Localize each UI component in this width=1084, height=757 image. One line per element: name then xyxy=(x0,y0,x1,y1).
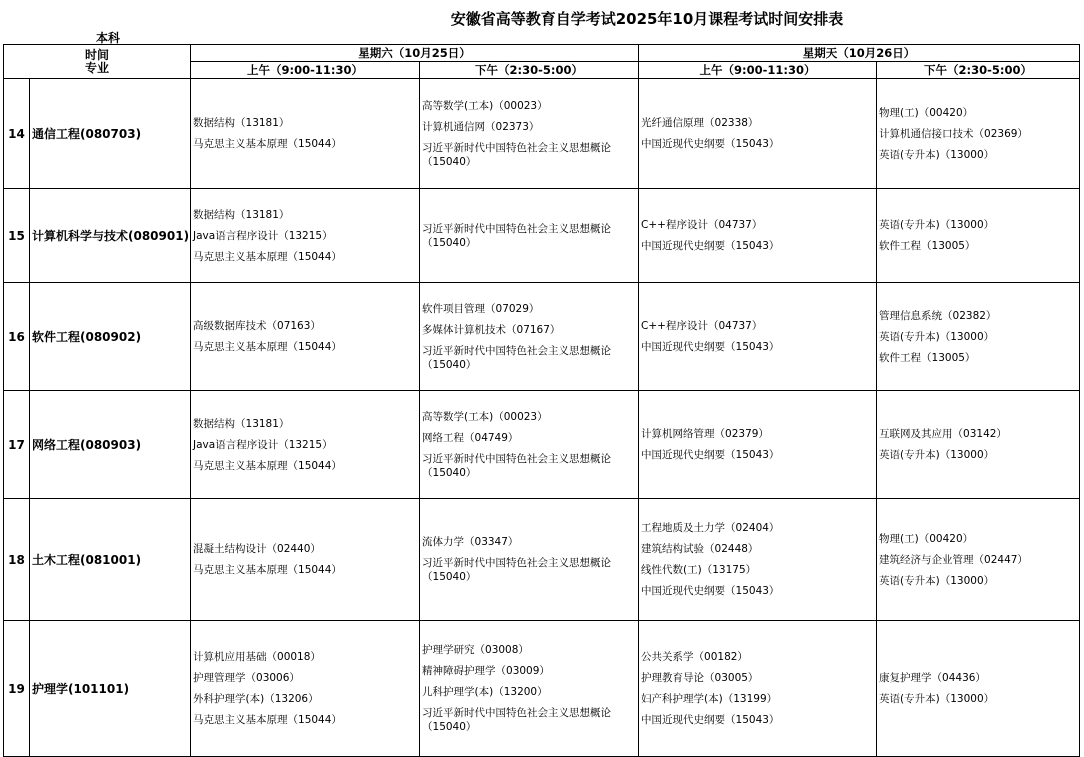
course-item: C++程序设计（04737） xyxy=(641,320,763,332)
table-row xyxy=(4,391,1080,499)
course-cell-sun-am xyxy=(639,499,877,621)
course-cell-sun-pm xyxy=(877,283,1080,391)
course-item: 软件工程（13005） xyxy=(879,351,976,364)
course-cell-sat-am xyxy=(191,391,420,499)
course-item: Java语言程序设计（13215） xyxy=(193,438,333,451)
course-item: 英语(专升本)（13000） xyxy=(879,330,995,343)
course-item: 管理信息系统（02382） xyxy=(879,309,997,322)
row-number: 19 xyxy=(4,621,30,757)
course-item: 互联网及其应用（03142） xyxy=(879,428,1007,440)
session-header-sat-am: 上午（9:00-11:30） xyxy=(191,62,420,79)
course-cell-sun-am xyxy=(639,621,877,757)
course-item: 习近平新时代中国特色社会主义思想概论（15040） xyxy=(422,141,612,168)
course-item: 英语(专升本)（13000） xyxy=(879,449,995,461)
course-item: 马克思主义基本原理（15044） xyxy=(193,250,342,263)
major-name: 软件工程(080902) xyxy=(30,283,191,391)
major-name: 通信工程(080703) xyxy=(30,79,191,189)
course-item: 软件工程（13005） xyxy=(879,240,976,252)
course-item: 中国近现代史纲要（15043） xyxy=(641,714,780,726)
course-cell-sun-pm xyxy=(877,79,1080,189)
course-item: 中国近现代史纲要（15043） xyxy=(641,341,780,353)
course-item: 英语(专升本)（13000） xyxy=(879,148,995,161)
course-cell-sun-pm xyxy=(877,189,1080,283)
course-item: 数据结构（13181） xyxy=(193,208,290,221)
course-cell-sun-am xyxy=(639,189,877,283)
course-item: 中国近现代史纲要（15043） xyxy=(641,585,780,597)
course-cell-sat-pm xyxy=(420,189,639,283)
major-name: 护理学(101101) xyxy=(30,621,191,757)
course-item: 习近平新时代中国特色社会主义思想概论（15040） xyxy=(422,344,612,371)
schedule-table xyxy=(3,44,1080,757)
course-cell-sun-am xyxy=(639,391,877,499)
course-item: 中国近现代史纲要（15043） xyxy=(641,449,780,461)
course-cell-sun-pm xyxy=(877,621,1080,757)
course-cell-sun-pm xyxy=(877,391,1080,499)
course-item: 网络工程（04749） xyxy=(422,431,519,444)
course-item: 多媒体计算机技术（07167） xyxy=(422,323,561,336)
course-item: 混凝土结构设计（02440） xyxy=(193,543,321,555)
table-row xyxy=(4,283,1080,391)
course-item: 马克思主义基本原理（15044） xyxy=(193,564,342,576)
course-cell-sat-am xyxy=(191,189,420,283)
course-item: 习近平新时代中国特色社会主义思想概论（15040） xyxy=(422,557,612,583)
course-item: 高级数据库技术（07163） xyxy=(193,320,321,332)
major-name: 计算机科学与技术(080901) xyxy=(30,189,191,283)
course-cell-sat-am xyxy=(191,283,420,391)
course-item: 工程地质及土力学（02404） xyxy=(641,522,780,534)
course-item: 流体力学（03347） xyxy=(422,536,519,548)
session-header-sat-pm: 下午（2:30-5:00） xyxy=(420,62,639,79)
major-name: 网络工程(080903) xyxy=(30,391,191,499)
course-item: 马克思主义基本原理（15044） xyxy=(193,459,342,472)
course-item: 中国近现代史纲要（15043） xyxy=(641,138,780,150)
course-item: 建筑经济与企业管理（02447） xyxy=(879,553,1028,566)
course-cell-sun-am xyxy=(639,283,877,391)
course-item: 软件项目管理（07029） xyxy=(422,302,540,315)
course-item: 建筑结构试验（02448） xyxy=(641,543,759,555)
course-item: 计算机网络管理（02379） xyxy=(641,428,769,440)
course-item: 马克思主义基本原理（15044） xyxy=(193,341,342,353)
course-item: 儿科护理学(本)（13200） xyxy=(422,686,548,698)
course-item: 外科护理学(本)（13206） xyxy=(193,693,319,705)
course-cell-sat-am xyxy=(191,621,420,757)
course-item: 物理(工)（00420） xyxy=(879,106,974,119)
session-header-sun-am: 上午（9:00-11:30） xyxy=(639,62,877,79)
course-item: 英语(专升本)（13000） xyxy=(879,574,995,587)
course-item: 计算机应用基础（00018） xyxy=(193,651,321,663)
table-row xyxy=(4,621,1080,757)
course-item: 光纤通信原理（02338） xyxy=(641,117,759,129)
course-item: 习近平新时代中国特色社会主义思想概论（15040） xyxy=(422,222,612,249)
course-item: 数据结构（13181） xyxy=(193,417,290,430)
course-cell-sat-am xyxy=(191,499,420,621)
corner-time-label: 时间 xyxy=(85,47,110,62)
row-number: 14 xyxy=(4,79,30,189)
course-item: 高等数学(工本)（00023） xyxy=(422,410,548,423)
course-item: 计算机通信接口技术（02369） xyxy=(879,127,1028,140)
day-header-sun: 星期天（10月26日） xyxy=(639,45,1080,62)
course-cell-sat-am xyxy=(191,79,420,189)
course-cell-sat-pm xyxy=(420,391,639,499)
page-title: 安徽省高等教育自学考试2025年10月课程考试时间安排表 xyxy=(450,10,844,28)
course-item: 公共关系学（00182） xyxy=(641,651,748,663)
course-item: Java语言程序设计（13215） xyxy=(193,229,333,242)
row-number: 15 xyxy=(4,189,30,283)
course-item: 康复护理学（04436） xyxy=(879,672,986,684)
table-row xyxy=(4,189,1080,283)
day-header-sat: 星期六（10月25日） xyxy=(191,45,639,62)
course-item: 马克思主义基本原理（15044） xyxy=(193,138,342,150)
course-cell-sat-pm xyxy=(420,79,639,189)
course-item: 习近平新时代中国特色社会主义思想概论（15040） xyxy=(422,707,612,733)
level-tag: 本科 xyxy=(96,31,121,45)
course-item: 护理学研究（03008） xyxy=(422,644,529,656)
course-item: C++程序设计（04737） xyxy=(641,219,763,231)
course-item: 中国近现代史纲要（15043） xyxy=(641,240,780,252)
course-item: 计算机通信网（02373） xyxy=(422,120,540,133)
course-item: 精神障碍护理学（03009） xyxy=(422,665,550,677)
course-item: 习近平新时代中国特色社会主义思想概论（15040） xyxy=(422,452,612,479)
table-row xyxy=(4,499,1080,621)
course-cell-sun-pm xyxy=(877,499,1080,621)
course-item: 马克思主义基本原理（15044） xyxy=(193,714,342,726)
course-item: 护理教育导论（03005） xyxy=(641,672,759,684)
corner-cell xyxy=(4,45,191,79)
course-cell-sun-am xyxy=(639,79,877,189)
course-item: 英语(专升本)（13000） xyxy=(879,693,995,705)
course-cell-sat-pm xyxy=(420,621,639,757)
course-item: 英语(专升本)（13000） xyxy=(879,219,995,231)
course-item: 线性代数(工)（13175） xyxy=(641,564,757,576)
course-item: 护理管理学（03006） xyxy=(193,672,300,684)
course-item: 高等数学(工本)（00023） xyxy=(422,99,548,112)
row-number: 17 xyxy=(4,391,30,499)
row-number: 16 xyxy=(4,283,30,391)
course-item: 数据结构（13181） xyxy=(193,117,290,129)
course-item: 妇产科护理学(本)（13199） xyxy=(641,693,778,705)
row-number: 18 xyxy=(4,499,30,621)
course-cell-sat-pm xyxy=(420,283,639,391)
corner-major-label: 专业 xyxy=(85,60,110,75)
session-header-sun-pm: 下午（2:30-5:00） xyxy=(877,62,1080,79)
major-name: 土木工程(081001) xyxy=(30,499,191,621)
course-item: 物理(工)（00420） xyxy=(879,532,974,545)
course-cell-sat-pm xyxy=(420,499,639,621)
table-row xyxy=(4,79,1080,189)
